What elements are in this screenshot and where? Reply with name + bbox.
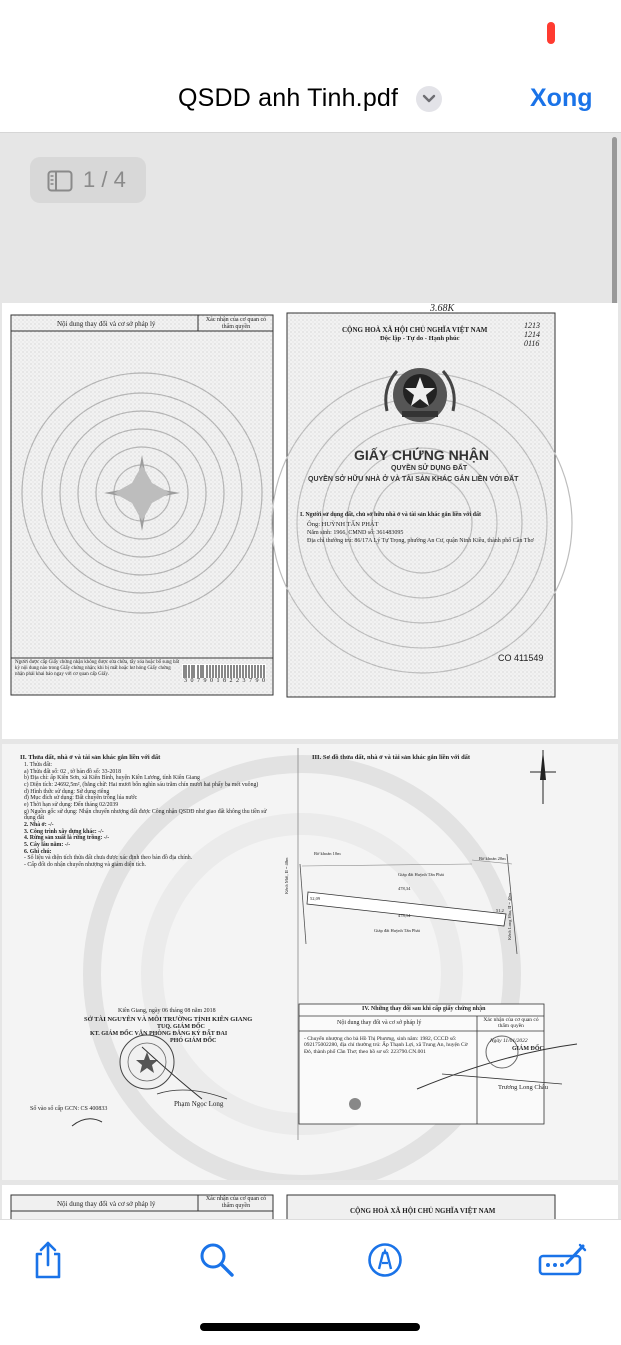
p2-line: b) Địa chỉ: ấp Kiên Sơn, xã Kiên Bình, huyện Kiên Lương, tỉnh Kiên Giang: [24, 775, 200, 782]
chevron-down-icon: [422, 94, 436, 104]
recording-indicator: [547, 22, 555, 44]
p2-kt: KT. GIÁM ĐỐC VĂN PHÒNG ĐĂNG KÝ ĐẤT ĐAI: [90, 1031, 228, 1037]
p3-left-header-2: Xác nhận của cơ quan có thẩm quyền: [205, 1196, 267, 1209]
p1-owner-birth: Năm sinh: 1966, CMND số: 361483095: [307, 530, 404, 536]
p2-line: 6. Ghi chú:: [24, 848, 52, 855]
plot-len-bottom: 478,14: [398, 913, 411, 918]
p2-line: c) Diện tích: 24692,5m², (bằng chữ: Hai mươi bốn nghìn sáu trăm chín mươi hai phẩy ba mét vuông): [24, 781, 259, 788]
p2-iv-col2: Xác nhận của cơ quan có thẩm quyền: [483, 1017, 539, 1030]
edit-icon: [537, 1242, 587, 1278]
p1-motto: Độc lập - Tự do - Hạnh phúc: [380, 335, 460, 342]
p2-line: đ) Mục đích sử dụng: Đất chuyên trồng lúa nước: [24, 795, 138, 802]
p1-cert-sub1: QUYỀN SỬ DỤNG ĐẤT: [391, 465, 468, 472]
p2-iv-col1: Nội dung thay đổi và cơ sở pháp lý: [337, 1020, 422, 1026]
nav-bar: [0, 60, 621, 133]
plot-north: Giáp đất Huỳnh Tấn Phát: [398, 872, 444, 877]
p1-cert-title: GIẤY CHỨNG NHẬN: [354, 447, 490, 463]
p2-line: g) Nguồn gốc sử dụng: Nhận chuyển nhượng đất được Công nhận QSDĐ như giao đất không thu tiền sử dụng đất: [24, 808, 267, 822]
home-indicator[interactable]: [200, 1323, 420, 1331]
p2-line: 3. Công trình xây dựng khác: -/-: [24, 828, 104, 835]
page-indicator[interactable]: [30, 157, 146, 203]
plot-width-right: 51,2: [496, 908, 504, 913]
plot-south: Giáp đất Huỳnh Tấn Phát: [374, 928, 420, 933]
p2-land-details: [24, 762, 269, 869]
pdf-page-2: [2, 744, 618, 1180]
p3-republic: CỘNG HOÀ XÃ HỘI CHỦ NGHĨA VIỆT NAM: [350, 1207, 496, 1215]
p2-line: 2. Nhà ở: -/-: [24, 821, 54, 828]
plot-top-label: Bờ khoán 10m: [314, 851, 341, 856]
p2-line: 5. Cây lâu năm: -/-: [24, 841, 71, 848]
p2-line: 4. Rừng sản xuất là rừng trồng: -/-: [24, 835, 110, 842]
p1-owner-address: Địa chỉ thường trú: 86/17A Lý Tự Trọng, phường An Cư, quận Ninh Kiều, thành phố Cần Thơ: [307, 538, 534, 544]
pdf-page-1: [2, 303, 618, 739]
p2-line: d) Hình thức sử dụng: Sử dụng riêng: [24, 788, 110, 795]
p2-section-iv: IV. Những thay đổi sau khi cấp giấy chứng nhận: [362, 1006, 486, 1012]
p1-barcode-number: 3 0 7 9 0 1 8 2 2 3 7 9 0: [184, 678, 266, 684]
p2-line: - Cấp đổi do nhận chuyển nhượng và giảm diện tích.: [24, 861, 146, 868]
search-icon: [199, 1242, 235, 1278]
p1-owner-heading: I. Người sử dụng đất, chủ sở hữu nhà ở và tài sản khác gắn liền với đất: [300, 512, 481, 518]
plot-len-top: 478,34: [398, 886, 411, 891]
p2-iv-content: - Chuyển nhượng cho bà Hồ Thị Phương, sinh năm: 1982, CCCD số: 092175002280, địa chỉ thường trú: Ấp Thạnh Lợi, xã Trung An, huyện Cờ Đỏ, thành phố Cần Thơ; theo hồ sơ số: 223790.CN.001: [304, 1036, 468, 1055]
sidebar-icon: [47, 170, 73, 192]
p2-section-ii: II. Thửa đất, nhà ở và tài sản khác gắn liền với đất: [20, 754, 161, 761]
p2-iv-signer: Trương Long Châu: [498, 1084, 549, 1091]
plot-right-label: Bờ khoán 20m: [479, 856, 506, 861]
status-bar: [0, 0, 621, 60]
p2-line: e) Thời hạn sử dụng: Đến tháng 02/2039: [24, 801, 119, 808]
search-button[interactable]: [199, 1242, 235, 1283]
p3-left-header-1: Nội dung thay đổi và cơ sở pháp lý: [57, 1200, 156, 1208]
p1-left-header-1: Nội dung thay đổi và cơ sở pháp lý: [57, 320, 156, 328]
plot-width-left: 52,09: [310, 896, 321, 901]
p2-line: a) Thửa đất số: 02 , tờ bản đồ số: 33-2018: [24, 768, 122, 775]
pdf-page-3: [2, 1185, 618, 1219]
p2-section-iii: III. Sơ đồ thửa đất, nhà ở và tài sản khác gắn liền với đất: [312, 754, 471, 761]
p2-tuq: TUQ. GIÁM ĐỐC: [157, 1024, 205, 1030]
p1-handwritten-right: 1213 1214 0116: [524, 321, 540, 349]
p2-line: 1. Thửa đất:: [24, 762, 52, 768]
p2-iv-title: GIÁM ĐỐC: [512, 1046, 544, 1052]
p2-iv-date: Ngày 11/01/2022: [490, 1038, 528, 1044]
done-button[interactable]: Xong: [530, 84, 593, 112]
p1-cert-sub2: QUYỀN SỞ HỮU NHÀ Ở VÀ TÀI SẢN KHÁC GẮN LIỀN VỚI ĐẤT: [308, 476, 519, 483]
edit-button[interactable]: [537, 1242, 587, 1283]
title-menu-button[interactable]: [416, 86, 442, 112]
p2-department: SỞ TÀI NGUYÊN VÀ MÔI TRƯỜNG TỈNH KIÊN GIANG: [84, 1016, 253, 1023]
p2-signer: Phạm Ngọc Long: [174, 1100, 224, 1108]
p2-pgd: PHÓ GIÁM ĐỐC: [170, 1038, 217, 1044]
markup-icon: [367, 1242, 403, 1278]
p1-left-header-2: Xác nhận của cơ quan có thẩm quyền: [205, 317, 267, 330]
share-icon: [32, 1240, 64, 1280]
pdf-viewer[interactable]: [0, 133, 621, 1219]
p2-line: - Số liệu và diện tích thửa đất chưa được xác định theo bản đồ địa chính.: [24, 855, 193, 862]
plot-right-side: Kênh Long Hòa, II = 40m: [507, 892, 512, 940]
p2-register: Số vào sổ cấp GCN: CS 400833: [30, 1106, 108, 1112]
markup-button[interactable]: [367, 1242, 403, 1283]
document-title[interactable]: QSDD anh Tinh.pdf: [178, 84, 399, 112]
p1-handwritten-top: 3.68K: [430, 303, 455, 314]
p2-date: Kiên Giang, ngày 06 tháng 08 năm 2018: [118, 1008, 216, 1014]
p1-serial: CO 411549: [498, 653, 544, 663]
plot-left-side: Kênh Mới, II = 40m: [284, 857, 289, 894]
p1-republic: CỘNG HOÀ XÃ HỘI CHỦ NGHĨA VIỆT NAM: [342, 326, 488, 334]
bottom-toolbar: [0, 1219, 621, 1345]
p1-left-footer: Người được cấp Giấy chứng nhận không được sửa chữa, tẩy xóa hoặc bổ sung bất kỳ nội dung nào trong Giấy chứng nhận; khi bị mất hoặc hư hỏng Giấy chứng nhận phải khai báo ngay với cơ quan cấp Giấy.: [15, 660, 180, 677]
p1-owner-name: Ông: HUỲNH TẤN PHÁT: [307, 521, 379, 528]
page-indicator-text: 1 / 4: [83, 167, 126, 192]
share-button[interactable]: [32, 1240, 64, 1285]
